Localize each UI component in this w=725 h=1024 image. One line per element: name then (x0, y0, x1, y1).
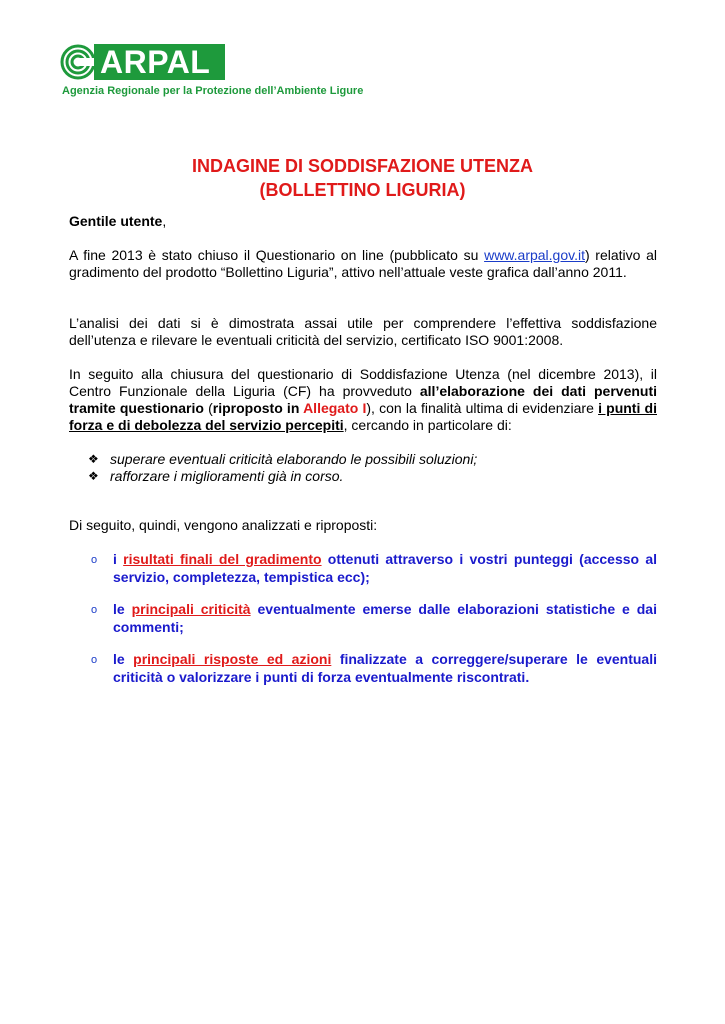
item-post: ottenuti attraverso i vostri punteggi (accesso al servizio, completezza, tempistica ecc); (113, 551, 658, 585)
paragraph-1 (69, 247, 657, 281)
greeting-bold: Gentile utente (69, 213, 163, 229)
greeting (69, 213, 657, 230)
page-title-line1: INDAGINE DI SODDISFAZIONE UTENZA (191, 156, 533, 176)
circle-bullet-icon: o (91, 654, 98, 666)
p3-bold-b: all’elaborazione dei dati pervenuti tramite questionario (69, 383, 658, 416)
bullet-text: rafforzare i miglioramenti già in corso. (110, 468, 344, 484)
p1-text-b: ) relativo al gradimento del prodotto “Bollettino Liguria”, attivo nell’attuale veste grafica dall’anno 2011. (69, 247, 657, 280)
logo-text: ARPAL (100, 44, 211, 80)
p3-text-c: ( (203, 400, 213, 416)
paragraph-2: L’analisi dei dati si è dimostrata assai utile per comprendere l’effettiva soddisfazione dell’utenza e rilevare le eventuali criticità del servizio, certificato ISO 9001:2008. (69, 315, 657, 348)
item-highlight: risultati finali del gradimento (123, 551, 322, 567)
page-title-line2: (BOLLETTINO LIGURIA) (259, 180, 466, 200)
item-pre: le (113, 601, 132, 617)
paragraph-3 (69, 366, 657, 434)
p3-text-h: , cercando in particolare di: (343, 417, 512, 433)
arpal-website-link[interactable]: www.arpal.gov.it (484, 247, 585, 263)
circle-bullet-icon: o (91, 554, 98, 566)
p3-bold-d: riproposto in (212, 400, 304, 416)
allegato-reference: Allegato I (303, 400, 367, 416)
agency-tagline: Agenzia Regionale per la Protezione dell’Ambiente Ligure (62, 85, 364, 97)
item-post: eventualmente emerse dalle elaborazioni statistiche e dai commenti; (113, 601, 657, 635)
list-item-text (113, 600, 657, 636)
diamond-bullet-icon: ❖ (88, 469, 99, 483)
list-item-text (113, 550, 657, 586)
greeting-rest: , (162, 213, 167, 229)
p1-text-a: A fine 2013 è stato chiuso il Questionario on line (pubblicato su (69, 247, 485, 263)
diamond-bullet-icon: ❖ (88, 452, 99, 466)
item-highlight: principali risposte ed azioni (133, 651, 332, 667)
p3-bold-underline-g: i punti di forza e di debolezza del servizio percepiti (69, 400, 657, 433)
p3-text-f: ), con la finalità ultima di evidenziare (366, 400, 599, 416)
item-post: finalizzate a correggere/superare le eventuali criticità o valorizzare i punti di forza eventualmente riscontrati. (113, 651, 658, 685)
p3-text-a: In seguito alla chiusura del questionario di Soddisfazione Utenza (nel dicembre 2013), il Centro Funzionale della Liguria (CF) ha provveduto (69, 366, 657, 399)
item-highlight: principali criticità (131, 601, 251, 617)
bullet-text: superare eventuali criticità elaborando le possibili soluzioni; (110, 451, 478, 467)
item-pre: le (113, 651, 134, 667)
list-item-text (113, 650, 657, 686)
paragraph-4: Di seguito, quindi, vengono analizzati e riproposti: (69, 517, 378, 533)
circle-bullet-icon: o (91, 604, 98, 616)
arpal-logo (60, 44, 225, 80)
item-pre: i (113, 551, 124, 567)
